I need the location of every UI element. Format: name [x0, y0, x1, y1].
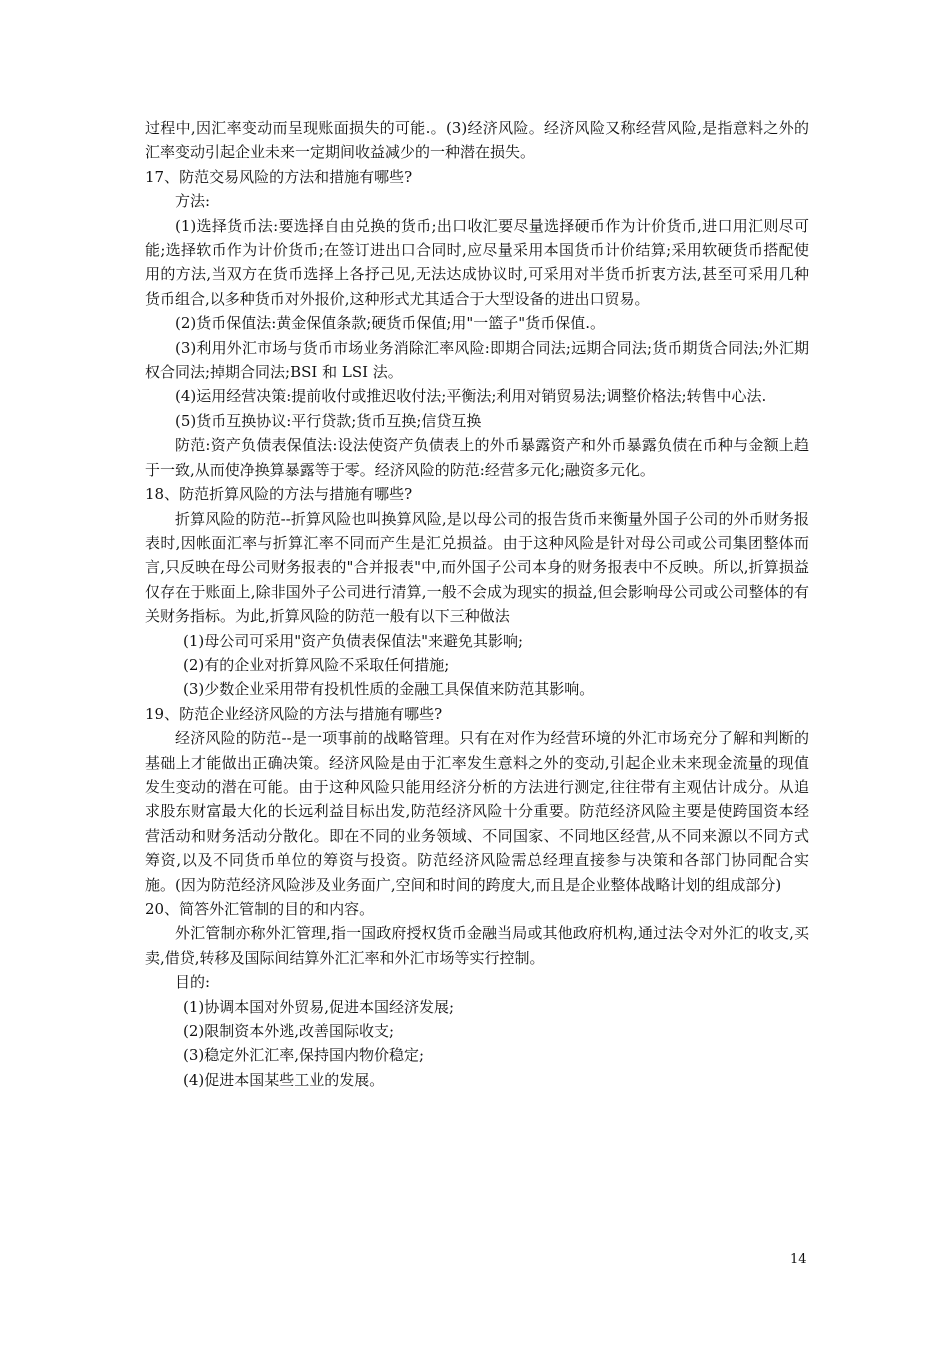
paragraph: 过程中,因汇率变动而呈现账面损失的可能.。(3)经济风险。经济风险又称经营风险,是指意料之外的汇率变动引起企业未来一定期间收益减少的一种潜在损失。 — [145, 119, 809, 162]
list-item: (1)协调本国对外贸易,促进本国经济发展; — [183, 997, 455, 1016]
paragraph: (2)货币保值法:黄金保值条款;硬货币保值;用"一篮子"货币保值.。 — [175, 314, 605, 333]
question-heading: 17、防范交易风险的方法和措施有哪些? — [145, 167, 413, 186]
list-item: (2)限制资本外逃,改善国际收支; — [183, 1022, 395, 1041]
paragraph: 外汇管制亦称外汇管理,指一国政府授权货币金融当局或其他政府机构,通过法令对外汇的收支,买卖,借贷,转移及国际间结算外汇汇率和外汇市场等实行控制。 — [145, 924, 809, 967]
paragraph: 经济风险的防范--是一项事前的战略管理。只有在对作为经营环境的外汇市场充分了解和判断的基础上才能做出正确决策。经济风险是由于汇率发生意料之外的变动,引起企业未来现金流量的现值发生变动的潜在可能。由于这种风险只能用经济分析的方法进行测定,往往带有主观估计成分。从追求股东财富最大化的长远利益目标出发,防范经济风险十分重要。防范经济风险主要是使跨国资本经营活动和财务活动分散化。即在不同的业务领域、不同国家、不同地区经营,从不同来源以不同方式筹资,以及不同货币单位的筹资与投资。防范经济风险需总经理直接参与决策和各部门协同配合实施。(因为防范经济风险涉及业务面广,空间和时间的跨度大,而且是企业整体战略计划的组成部分) — [145, 729, 809, 894]
question-heading: 18、防范折算风险的方法与措施有哪些? — [145, 485, 413, 504]
paragraph: 方法: — [175, 192, 211, 211]
list-item: (1)母公司可采用"资产负债表保值法"来避免其影响; — [183, 631, 524, 650]
paragraph: 折算风险的防范--折算风险也叫换算风险,是以母公司的报告货币来衡量外国子公司的外币财务报表时,因帐面汇率与折算汇率不同而产生是汇兑损益。由于这种风险是针对母公司或公司集团整体而言,只反映在母公司财务报表的"合并报表"中,而外国子公司本身的财务报表中不反映。所以,折算损益仅存在于账面上,除非国外子公司进行清算,一般不会成为现实的损益,但会影响母公司或公司整体的有关财务指标。为此,折算风险的防范一般有以下三种做法 — [145, 509, 809, 626]
list-item: (3)稳定外汇汇率,保持国内物价稳定; — [183, 1046, 425, 1065]
paragraph: 防范:资产负债表保值法:设法使资产负债表上的外币暴露资产和外币暴露负债在币种与金额上趋于一致,从而使净换算暴露等于零。经济风险的防范:经营多元化;融资多元化。 — [145, 436, 809, 479]
paragraph: (4)运用经营决策:提前收付或推迟收付法;平衡法;利用对销贸易法;调整价格法;转售中心法. — [175, 387, 767, 406]
paragraph: (3)利用外汇市场与货币市场业务消除汇率风险:即期合同法;远期合同法;货币期货合同法;外汇期权合同法;掉期合同法;BSI 和 LSI 法。 — [145, 338, 809, 382]
paragraph: 目的: — [175, 973, 211, 992]
page-number: 14 — [790, 1252, 807, 1267]
page-body — [145, 116, 809, 1092]
list-item: (2)有的企业对折算风险不采取任何措施; — [183, 655, 450, 674]
paragraph: (1)选择货币法:要选择自由兑换的货币;出口收汇要尽量选择硬币作为计价货币,进口用汇则尽可能;选择软币作为计价货币;在签订进出口合同时,应尽量采用本国货币计价结算;采用软硬货币搭配使用的方法,当双方在货币选择上各抒己见,无法达成协议时,可采用对半货币折衷方法,甚至可采用几种货币组合,以多种货币对外报价,这种形式尤其适合于大型设备的进出口贸易。 — [145, 216, 809, 308]
list-item: (3)少数企业采用带有投机性质的金融工具保值来防范其影响。 — [183, 680, 595, 699]
question-heading: 19、防范企业经济风险的方法与措施有哪些? — [145, 704, 443, 723]
paragraph: (5)货币互换协议:平行贷款;货币互换;信贷互换 — [175, 411, 482, 430]
list-item: (4)促进本国某些工业的发展。 — [183, 1070, 385, 1089]
question-heading: 20、简答外汇管制的目的和内容。 — [145, 900, 375, 918]
